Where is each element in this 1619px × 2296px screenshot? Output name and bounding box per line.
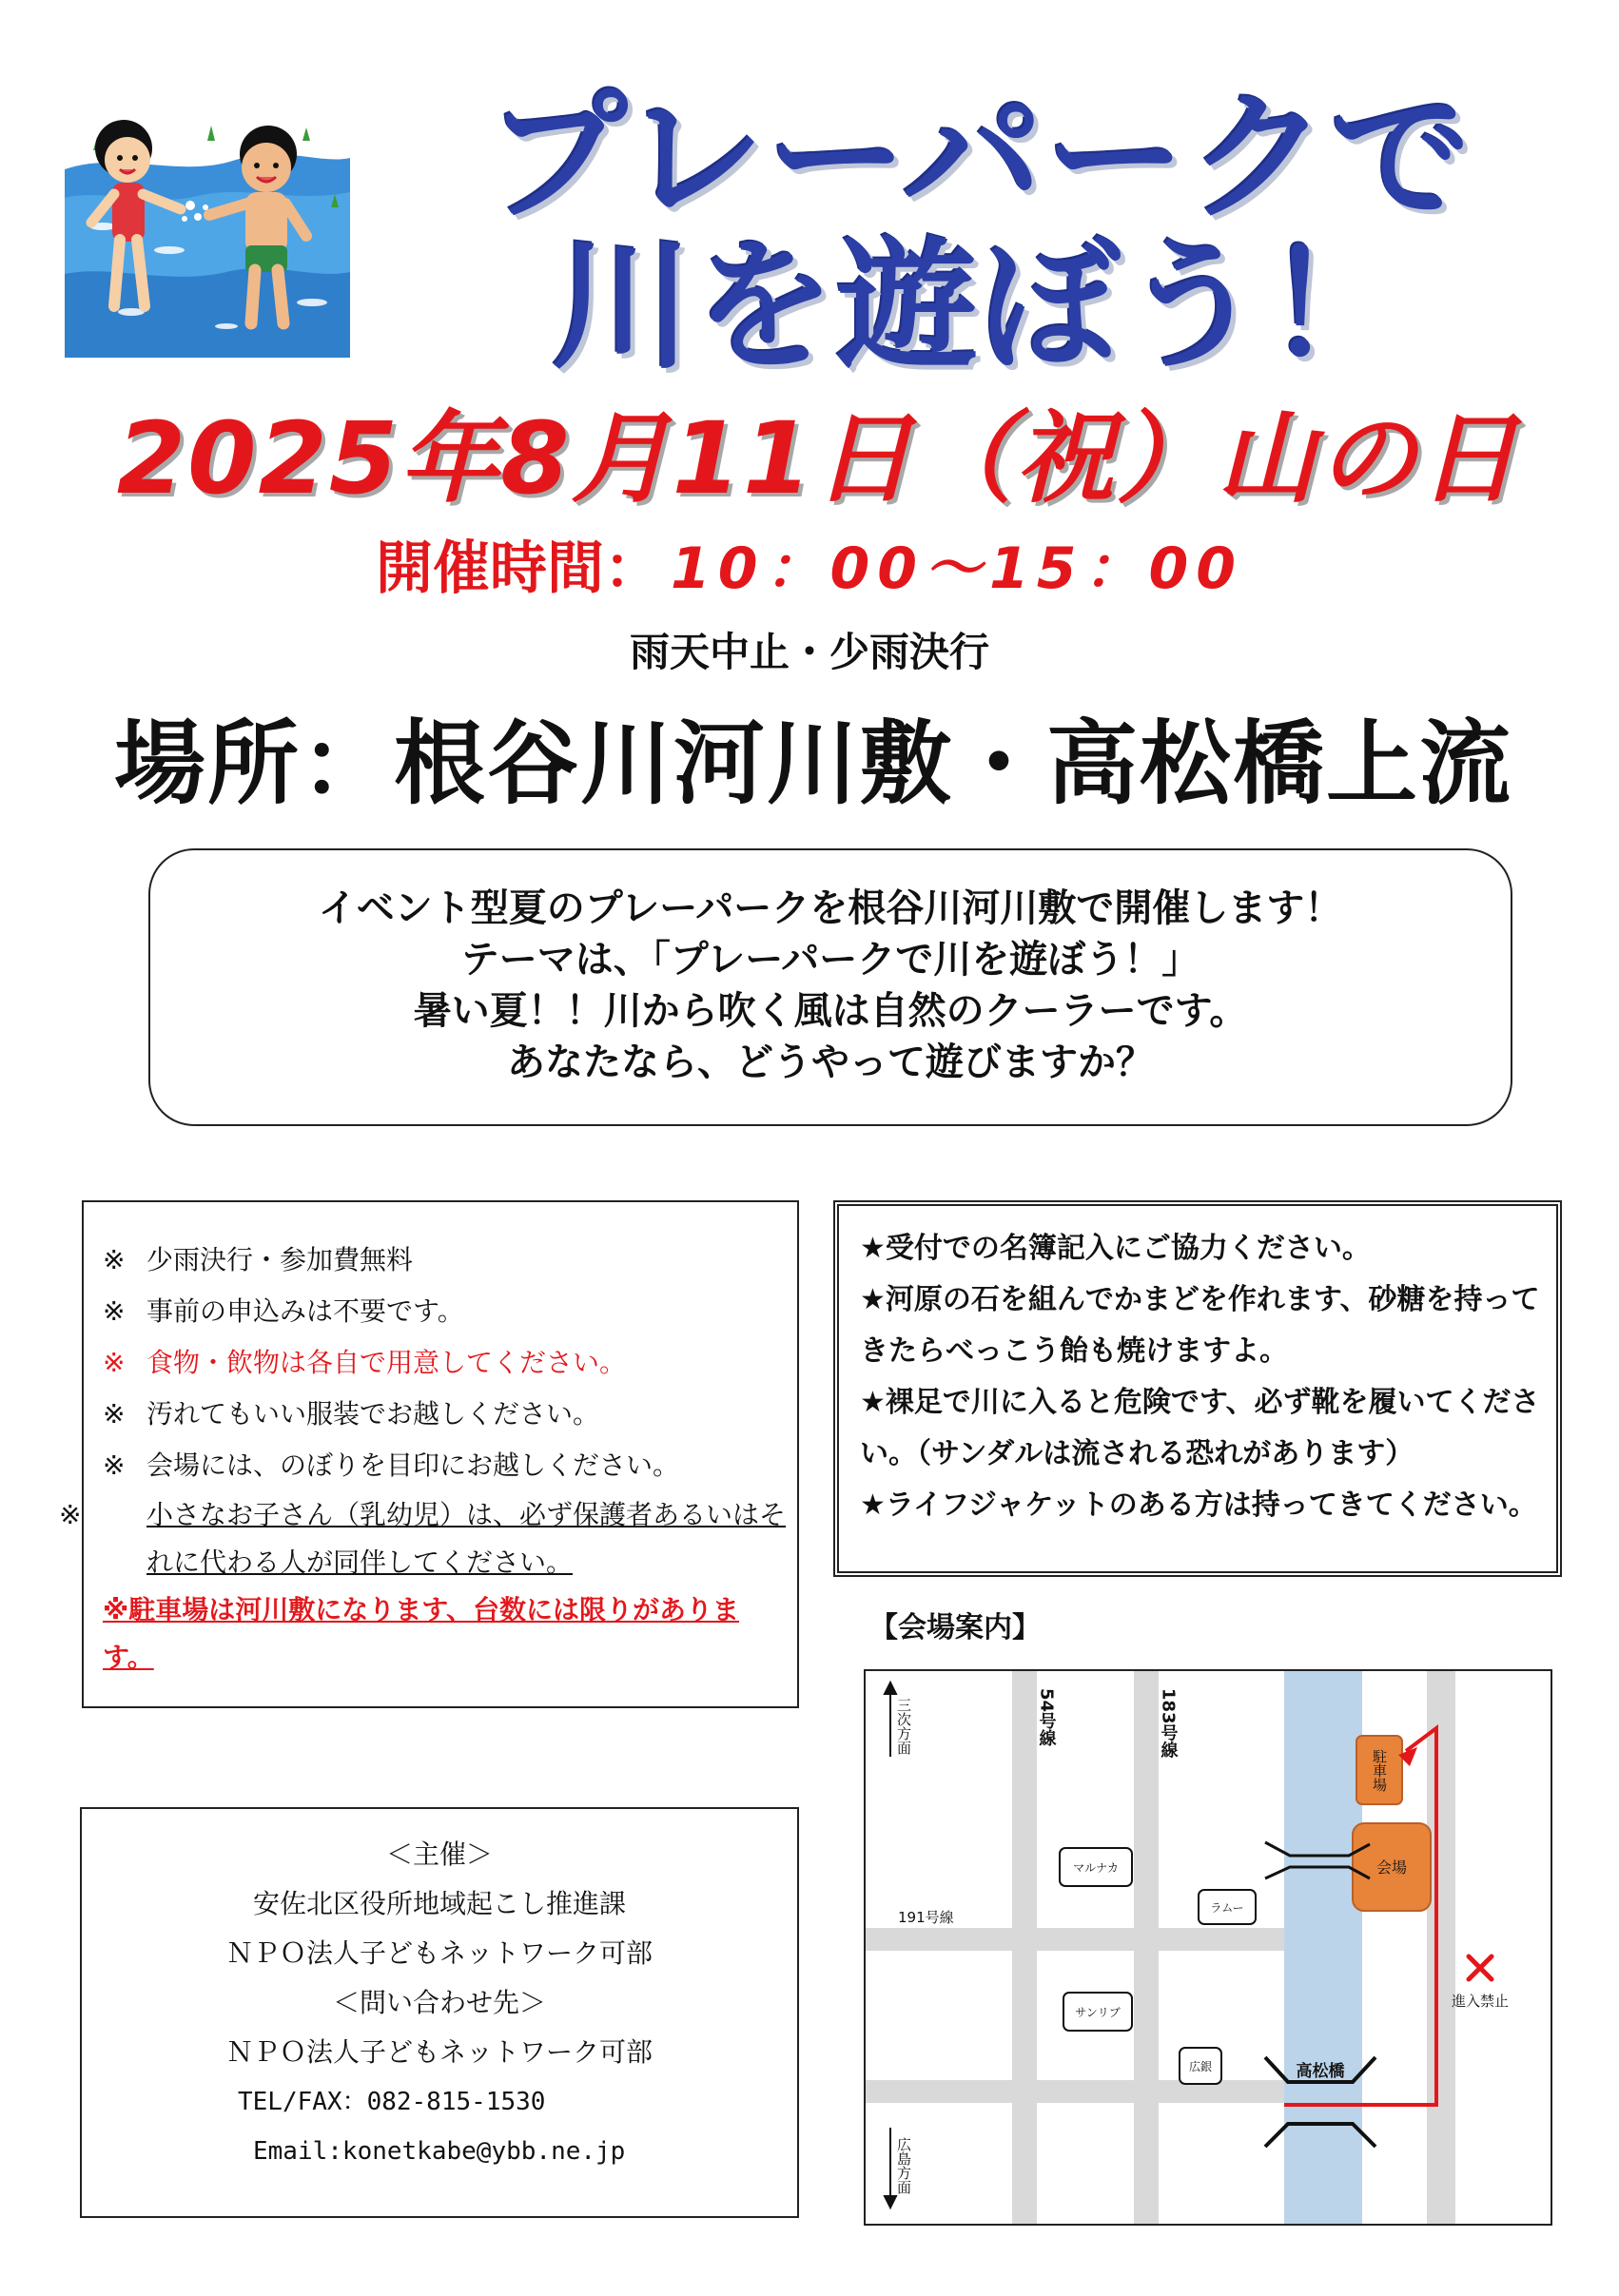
time-label: 開催時間： — [376, 535, 661, 602]
intro-line: あなたなら、どうやって遊びますか？ — [507, 1041, 1154, 1084]
contact-email[interactable]: Email:konetkabe@ybb.ne.jp — [253, 2137, 626, 2166]
event-date: 2025年8月11日（祝）山の日 — [116, 400, 1520, 516]
road-south — [866, 2080, 1284, 2103]
road-191 — [866, 1928, 1284, 1951]
road-191-label: 191号線 — [898, 1909, 954, 1926]
landmark-hirogin: 広銀 — [1188, 2060, 1213, 2073]
host-2: ＮＰＯ法人子どもネットワーク可部 — [225, 1937, 653, 1969]
south-direction-label: 広島方面 — [895, 2137, 912, 2194]
tip-reception: ★受付での名簿記入にご協力ください。 — [860, 1232, 1371, 1265]
tip-shoes: ★裸足で川に入ると危険です、必ず靴を履いてください。（サンダルは流される恐れがあります） — [860, 1386, 1540, 1470]
road-east — [1427, 1671, 1455, 2224]
note-item: ※ 食物・飲物は各自で用意してください。 — [103, 1347, 627, 1378]
river — [1284, 1671, 1362, 2224]
bridge-label: 高松橋 — [1296, 2062, 1345, 2081]
note-parking: ※駐車場は河川敷になります、台数には限りがあります。 — [103, 1594, 739, 1673]
time-value: 10：00〜15：00 — [671, 535, 1243, 602]
note-item: ※ 事前の申込みは不要です。 — [103, 1295, 464, 1327]
contact-org: ＮＰＯ法人子どもネットワーク可部 — [225, 2036, 653, 2068]
event-time — [0, 535, 1619, 602]
title-line-2: 川を遊ぼう！ — [552, 224, 1408, 388]
note-item: ※ 小さなお子さん（乳幼児）は、必ず保護者あるいはそれに代わる人が同伴してください。 — [59, 1499, 787, 1578]
intro-line: 暑い夏！！川から吹く風は自然のクーラーです。 — [413, 989, 1248, 1033]
intro-box — [148, 848, 1512, 1126]
weather-note: 雨天中止・少雨決行 — [629, 629, 989, 675]
road-183-label: 183号線 — [1158, 1688, 1179, 1759]
landmark-marunaka: マルナカ — [1073, 1861, 1119, 1875]
intro-line: イベント型夏のプレーパークを根谷川河川敷で開催します！ — [318, 886, 1343, 930]
note-item: ※ 少雨決行・参加費無料 — [103, 1244, 414, 1275]
contact-tel: TEL/FAX：082-815-1530 — [238, 2088, 546, 2116]
no-entry-label: 進入禁止 — [1451, 1993, 1510, 2010]
intro-line: テーマは、「プレーパークで川を遊ぼう！」 — [460, 938, 1200, 982]
parking-label: 駐車場 — [1371, 1749, 1388, 1792]
venue-map — [864, 1669, 1552, 2226]
venue-label: 会場 — [1375, 1858, 1408, 1877]
note-item: ※ 汚れてもいい服装でお越しください。 — [103, 1398, 600, 1430]
contact-heading: ＜問い合わせ先＞ — [332, 1987, 546, 2018]
host-1: 安佐北区役所地域起こし推進課 — [252, 1888, 626, 1919]
host-heading: ＜主催＞ — [385, 1839, 493, 1870]
tip-stove: ★河原の石を組んでかまどを作れます、砂糖を持ってきたらべっこう飴も焼けますよ。 — [860, 1283, 1540, 1368]
children-river-illustration — [65, 112, 350, 358]
tip-lifejacket: ★ライフジャケットのある方は持ってきてください。 — [860, 1489, 1537, 1522]
landmark-ramu: ラムー — [1210, 1901, 1244, 1915]
event-place: 場所：根谷川河川敷・高松橋上流 — [114, 710, 1512, 817]
landmark-sunlib: サンリブ — [1075, 2006, 1121, 2019]
north-direction-label: 三次方面 — [895, 1698, 912, 1755]
map-heading: 【会場案内】 — [869, 1611, 1041, 1644]
tips-box — [833, 1200, 1562, 1577]
organizer-box — [80, 1807, 799, 2218]
title-line-1: プレーパークで — [486, 76, 1473, 240]
road-54-label: 54号線 — [1036, 1688, 1057, 1747]
notes-box — [59, 1200, 799, 1708]
note-item: ※ 会場には、のぼりを目印にお越しください。 — [103, 1450, 680, 1481]
